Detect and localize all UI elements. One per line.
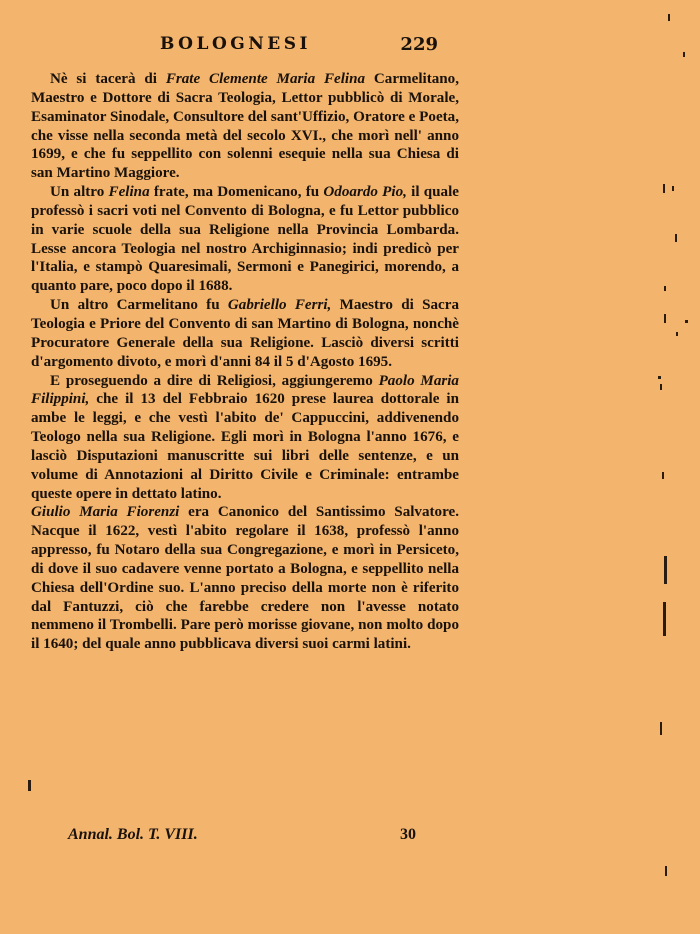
italic-name: Gabriello Ferri, [227, 297, 332, 314]
scan-speck [676, 332, 678, 336]
italic-name: Odoardo Pio, [323, 184, 407, 201]
scan-speck [664, 556, 667, 584]
body-text [31, 70, 459, 654]
scan-speck [668, 14, 670, 21]
italic-name: Felina [108, 184, 150, 201]
scan-speck [660, 384, 662, 390]
signature-number: 30 [400, 826, 416, 843]
italic-name: Paolo Maria Filippini, [31, 372, 459, 408]
signature-line [68, 826, 428, 848]
scan-speck [664, 314, 666, 323]
running-title: BOLOGNESI [160, 34, 311, 54]
italic-name: Frate Clemente Maria Felina [165, 71, 366, 87]
paragraph-odoardo-pio: Un altro Felina frate, ma Domenicano, fu Odoardo Pio, il quale professò i sacri voti nel Convento di Bologna, e fu Lettor pubblico in varie scuole della sua Religione nella Provincia Lombarda. Lesse ancora Teologia nel nostro Archiginnasio; indi predicò per l'Italia, e stampò Quaresimali, Sermoni e Panegirici, morendo, a quanto pare, poco dopo il 1688. [31, 184, 459, 295]
scan-speck [658, 376, 661, 379]
scan-speck [683, 52, 685, 57]
paragraph-clemente-felina: Nè si tacerà di Frate Clemente Maria Felina Carmelitano, Maestro e Dottore di Sacra Teologia, Lettor pubblicò di Morale, Esaminator Sinodale, Consultore del sant'Uffizio, Oratore e Poeta, che visse nella seconda metà del secolo XVI., che morì nell' anno 1699, e che fu seppellito con solenni esequie nella sua Chiesa di san Martino Maggiore. [31, 71, 459, 182]
running-header [160, 34, 460, 60]
scan-speck [664, 286, 666, 291]
paragraph-gabriello-ferri: Un altro Carmelitano fu Gabriello Ferri, Maestro di Sacra Teologia e Priore del Convento di san Martino di Bologna, nonchè Procuratore Generale della sua Religione. Lasciò diversi scritti d'argomento divoto, e morì d'anni 84 il 5 d'Agosto 1695. [31, 297, 459, 370]
scan-speck [660, 722, 662, 735]
page-number: 229 [400, 34, 438, 55]
scan-speck [662, 472, 664, 479]
scan-speck [663, 184, 665, 193]
scan-speck [685, 320, 688, 323]
italic-name: Giulio Maria Fiorenzi [31, 504, 180, 521]
scan-speck [672, 186, 674, 191]
scan-speck [663, 602, 666, 636]
paragraph-paolo-filippini: E proseguendo a dire di Religiosi, aggiungeremo Paolo Maria Filippini, che il 13 del Febbraio 1620 prese laurea dottorale in ambe le leggi, e che vestì l'abito de' Cappuccini, addivenendo Teologo nella sua Religione. Egli morì in Bologna l'anno 1676, e lasciò Disputazioni manuscritte sui libri delle sentenze, e un volume di Annotazioni al Diritto Civile e Criminale: entrambe queste opere in dettato latino. [31, 372, 459, 502]
scan-speck [28, 780, 31, 791]
scan-speck [665, 866, 667, 876]
scan-speck [675, 234, 677, 242]
paragraph-giulio-fiorenzi: Giulio Maria Fiorenzi era Canonico del Santissimo Salvatore. Nacque il 1622, vestì l'abito regolare il 1638, professò l'anno appresso, fu Notaro della sua Congregazione, e morì in Persiceto, di dove il suo cadavere venne portato a Bologna, e seppellito nella Chiesa dell'Ordine suo. L'anno preciso della morte non è riferito dal Fantuzzi, ciò che farebbe credere non l'avesse notato nemmeno il Trombelli. Pare però morisse giovane, non molto dopo il 1640; del quale anno pubblicava diversi suoi carmi latini. [31, 504, 459, 653]
signature-mark: Annal. Bol. T. VIII. [68, 826, 198, 843]
